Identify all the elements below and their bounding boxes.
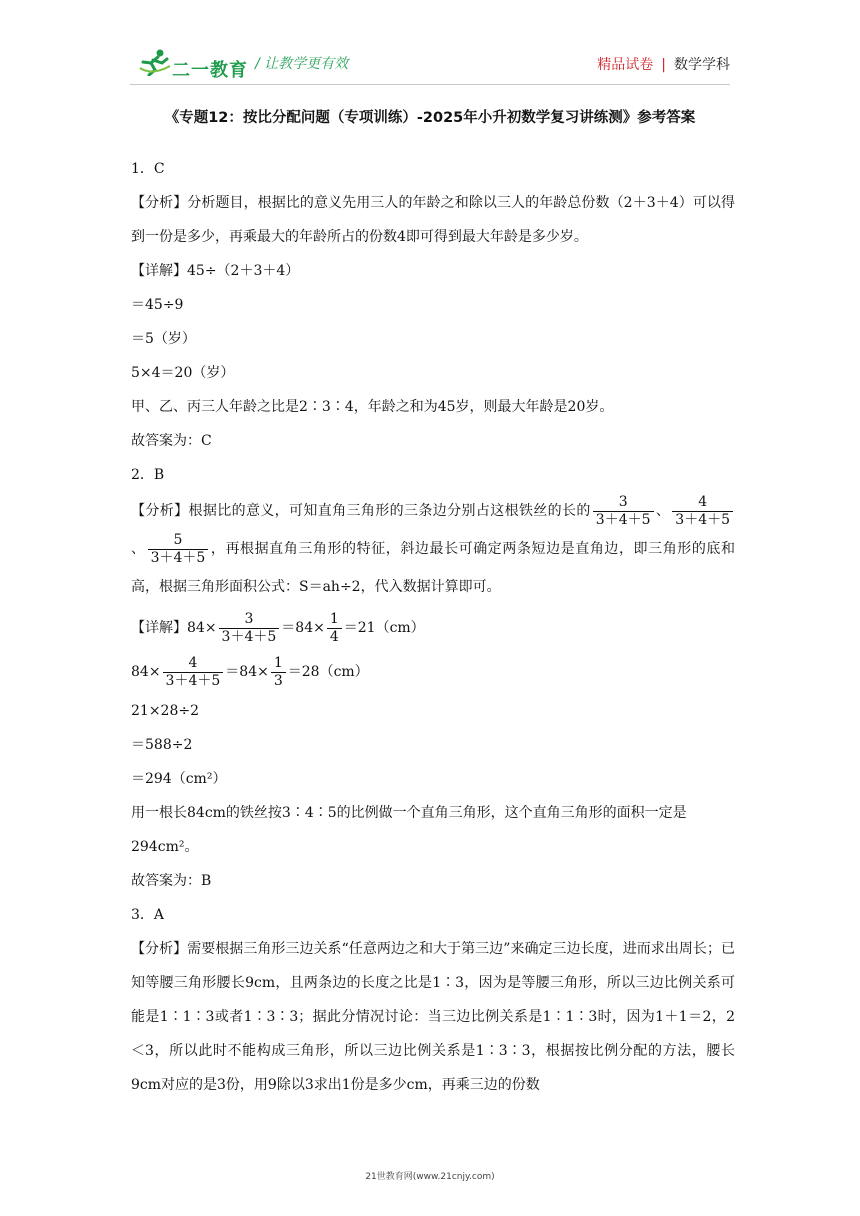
q1-step: ＝5（岁）: [131, 331, 196, 347]
q2-step: ＝588÷2: [131, 737, 193, 753]
numerator: 4: [698, 493, 708, 510]
denominator: 3: [271, 672, 286, 690]
q3-analysis: 【分析】需要根据三角形三边关系“任意两边之和大于第三边”来确定三边长度，进而求出周长；已知等腰三角形腰长9cm，且两条边的长度之比是1∶3，因为是等腰三角形，所以三边比例关系可能是1∶1∶3或者1∶3∶3；据此分情况讨论：当三边比例关系是1∶1∶3时，因为1＋1＝2，2＜3，所以此时不能构成三角形，所以三边比例关系是1∶3∶3，根据按比例分配的方法，腰长9cm对应的是3份，用9除以3求出1份是多少cm，再乘三边的份数: [131, 941, 735, 1093]
denominator: 3＋4＋5: [593, 511, 654, 529]
q3-heading: 3．A: [131, 907, 165, 923]
q1-detail: 【详解】45÷（2＋3＋4）: [131, 263, 300, 279]
result: ＝21（cm）: [343, 620, 425, 636]
term: ＝84×: [281, 620, 325, 636]
runner-icon: [138, 48, 172, 76]
fraction-4: [672, 494, 733, 529]
numerator: 1: [273, 654, 283, 671]
fraction-1-3: [271, 655, 286, 690]
term: 84×: [131, 664, 161, 680]
q1-answer: 故答案为：C: [131, 433, 212, 449]
denominator: 3＋4＋5: [672, 511, 733, 529]
q2-conclusion-end: 294cm²。: [131, 839, 199, 855]
tag-separator: |: [661, 57, 666, 73]
numerator: 3: [244, 610, 254, 627]
detail-label: 【详解】: [131, 620, 187, 636]
q1-heading: 1．C: [131, 161, 165, 177]
numerator: 1: [329, 610, 339, 627]
q2-analysis: [131, 492, 735, 606]
q2-detail-line-1: [131, 606, 735, 650]
term: ＝84×: [225, 664, 269, 680]
page-footer: 21世教育网(www.21cnjy.com): [365, 1172, 495, 1182]
q2-detail-line-2: [131, 650, 735, 694]
q2-analysis-text-b: ，再根据直角三角形的特征，斜边最长可确定两条短边是直角边，即三角形的底和高，根据三角形面积公式：S＝ah÷2，代入数据计算即可。: [131, 541, 736, 595]
tag-subject: 数学学科: [674, 57, 730, 73]
q2-analysis-text-a: 【分析】根据比的意义，可知直角三角形的三条边分别占这根铁丝的长的: [131, 503, 591, 519]
separator: 、: [655, 503, 671, 519]
numerator: 3: [618, 493, 628, 510]
slogan: / 让教学更有效: [255, 56, 349, 72]
q1-analysis: 【分析】分析题目，根据比的意义先用三人的年龄之和除以三人的年龄总份数（2＋3＋4）可以得到一份是多少，再乘最大的年龄所占的份数4即可得到最大年龄是多少岁。: [131, 195, 735, 245]
fraction-5: [148, 532, 209, 567]
q1-step: 5×4＝20（岁）: [131, 365, 235, 381]
result: ＝28（cm）: [287, 664, 369, 680]
logo-text: 二一教育: [172, 60, 248, 81]
tag-premium: 精品试卷: [597, 57, 654, 73]
q2-answer: 故答案为：B: [131, 873, 212, 889]
denominator: 3＋4＋5: [148, 549, 209, 567]
page-header: [130, 40, 730, 86]
logo: [138, 48, 268, 81]
q1-step: ＝45÷9: [131, 297, 184, 313]
fraction-3: [593, 494, 654, 529]
header-divider: [130, 84, 730, 85]
q2-step: ＝294（cm²）: [131, 771, 227, 787]
answer-content: [131, 152, 735, 1102]
fraction-1-4: [327, 611, 342, 646]
q2-conclusion: 用一根长84cm的铁丝按3∶4∶5的比例做一个直角三角形，这个直角三角形的面积一定是: [131, 805, 687, 821]
numerator: 4: [188, 654, 198, 671]
denominator: 4: [327, 628, 342, 646]
subject-tag: [597, 54, 730, 74]
q2-step: 21×28÷2: [131, 703, 199, 719]
denominator: 3＋4＋5: [219, 628, 280, 646]
denominator: 3＋4＋5: [163, 672, 224, 690]
q2-heading: 2．B: [131, 467, 165, 483]
numerator: 5: [173, 531, 183, 548]
fraction-3: [219, 611, 280, 646]
separator: 、: [131, 541, 146, 557]
term: 84×: [187, 620, 217, 636]
document-title: 《专题12：按比分配问题（专项训练）-2025年小升初数学复习讲练测》参考答案: [164, 110, 696, 126]
q1-conclusion: 甲、乙、丙三人年龄之比是2∶3∶4，年龄之和为45岁，则最大年龄是20岁。: [131, 399, 614, 415]
fraction-4: [163, 655, 224, 690]
